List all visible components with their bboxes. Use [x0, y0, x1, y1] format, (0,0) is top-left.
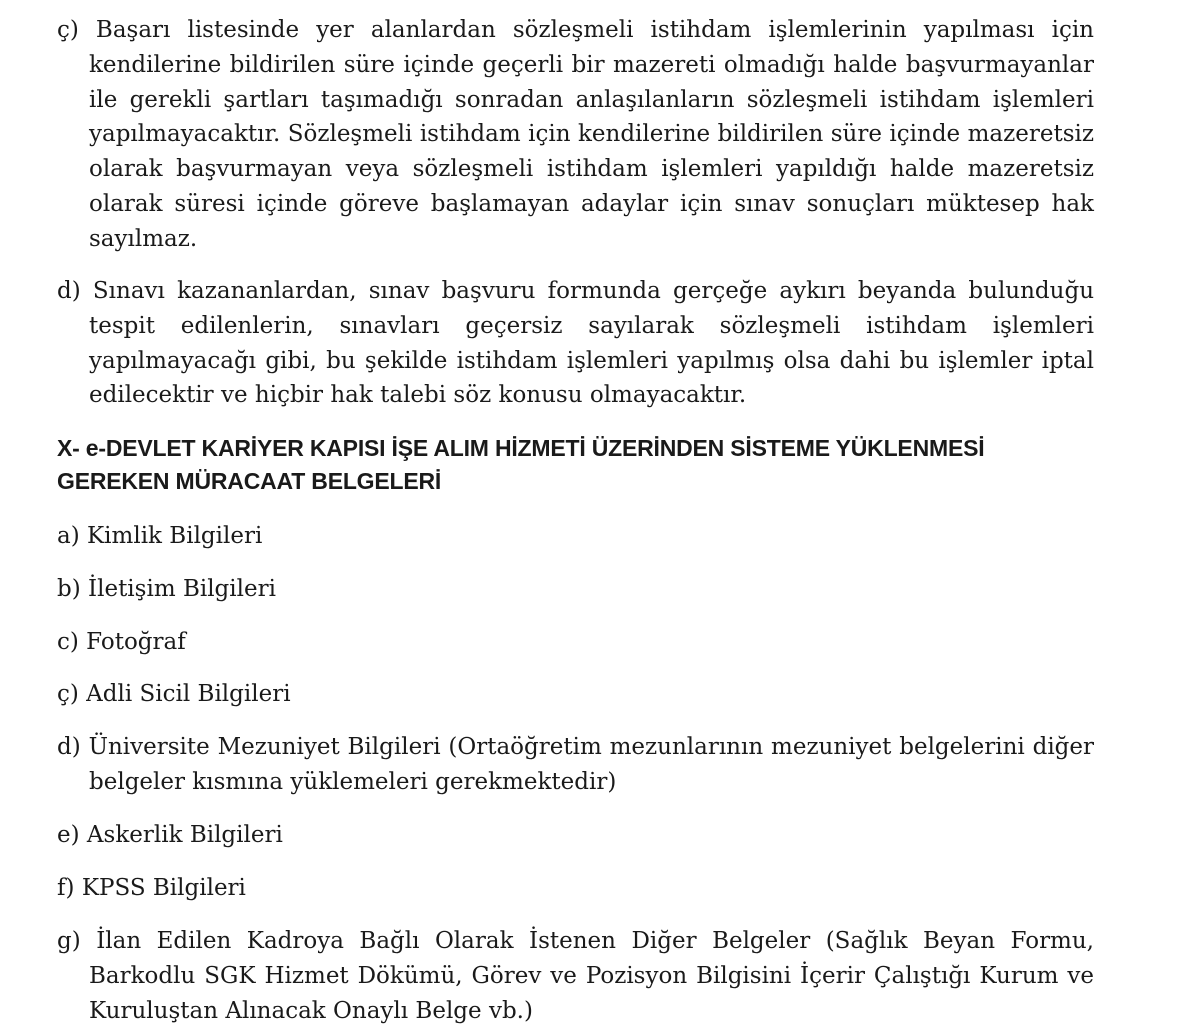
item-marker: d)	[57, 734, 81, 760]
paragraph-c-cedilla	[57, 13, 1094, 257]
paragraph-marker: ç)	[57, 17, 79, 43]
item-text: Adli Sicil Bilgileri	[86, 681, 291, 707]
item-marker: c)	[57, 629, 79, 655]
item-text: KPSS Bilgileri	[81, 875, 246, 901]
document-item	[57, 730, 1094, 800]
document-item	[57, 677, 1094, 712]
item-text: İletişim Bilgileri	[88, 576, 276, 602]
document-item	[57, 519, 1094, 554]
document-item	[57, 572, 1094, 607]
document-item	[57, 625, 1094, 660]
item-text: Üniversite Mezuniyet Bilgileri (Ortaöğretim mezunlarının mezuniyet belgelerini diğer belgeler kısmına yüklemeleri gerekmektedir)	[88, 734, 1095, 795]
item-marker: f)	[57, 875, 75, 901]
paragraph-text: Sınavı kazananlardan, sınav başvuru formunda gerçeğe aykırı beyanda bulunduğu tespit edilenlerin, sınavları geçersiz sayılarak sözleşmeli istihdam işlemleri yapılmayacağı gibi, bu şekilde istihdam işlemleri yapılmış olsa dahi bu işlemler iptal edilecektir ve hiçbir hak talebi söz konusu olmayacaktır.	[89, 278, 1095, 409]
item-marker: ç)	[57, 681, 79, 707]
item-text: Askerlik Bilgileri	[79, 822, 283, 848]
item-marker: b)	[57, 576, 81, 602]
item-text: Kimlik Bilgileri	[87, 523, 263, 549]
paragraph-marker: d)	[57, 278, 81, 304]
paragraph-text: Başarı listesinde yer alanlardan sözleşmeli istihdam işlemlerinin yapılması için kendilerine bildirilen süre içinde geçerli bir mazereti olmadığı halde başvurmayanlar ile gerekli şartları taşımadığı sonradan anlaşılanların sözleşmeli istihdam işlemleri yapılmayacaktır. Sözleşmeli istihdam için kendilerine bildirilen süre içinde mazeretsiz olarak başvurmayan veya sözleşmeli istihdam işlemleri yapıldığı halde mazeretsiz olarak süresi içinde göreve başlamayan adaylar için sınav sonuçları müktesep hak sayılmaz.	[89, 17, 1094, 252]
document-item	[57, 924, 1094, 1028]
item-marker: a)	[57, 523, 80, 549]
paragraph-d	[57, 274, 1094, 413]
document-item	[57, 871, 1094, 906]
item-text: Fotoğraf	[86, 629, 186, 655]
section-heading: X- e-DEVLET KARİYER KAPISI İŞE ALIM HİZMETİ ÜZERİNDEN SİSTEME YÜKLENMESİ GEREKEN MÜRACAAT BELGELERİ	[57, 435, 985, 494]
document-item	[57, 818, 1094, 853]
item-marker: g)	[57, 928, 81, 954]
item-text: İlan Edilen Kadroya Bağlı Olarak İstenen Diğer Belgeler (Sağlık Beyan Formu, Barkodlu SGK Hizmet Dökümü, Görev ve Pozisyon Bilgisini İçerir Çalıştığı Kurum ve Kuruluştan Alınacak Onaylı Belge vb.)	[89, 928, 1094, 1024]
item-marker: e)	[57, 822, 80, 848]
